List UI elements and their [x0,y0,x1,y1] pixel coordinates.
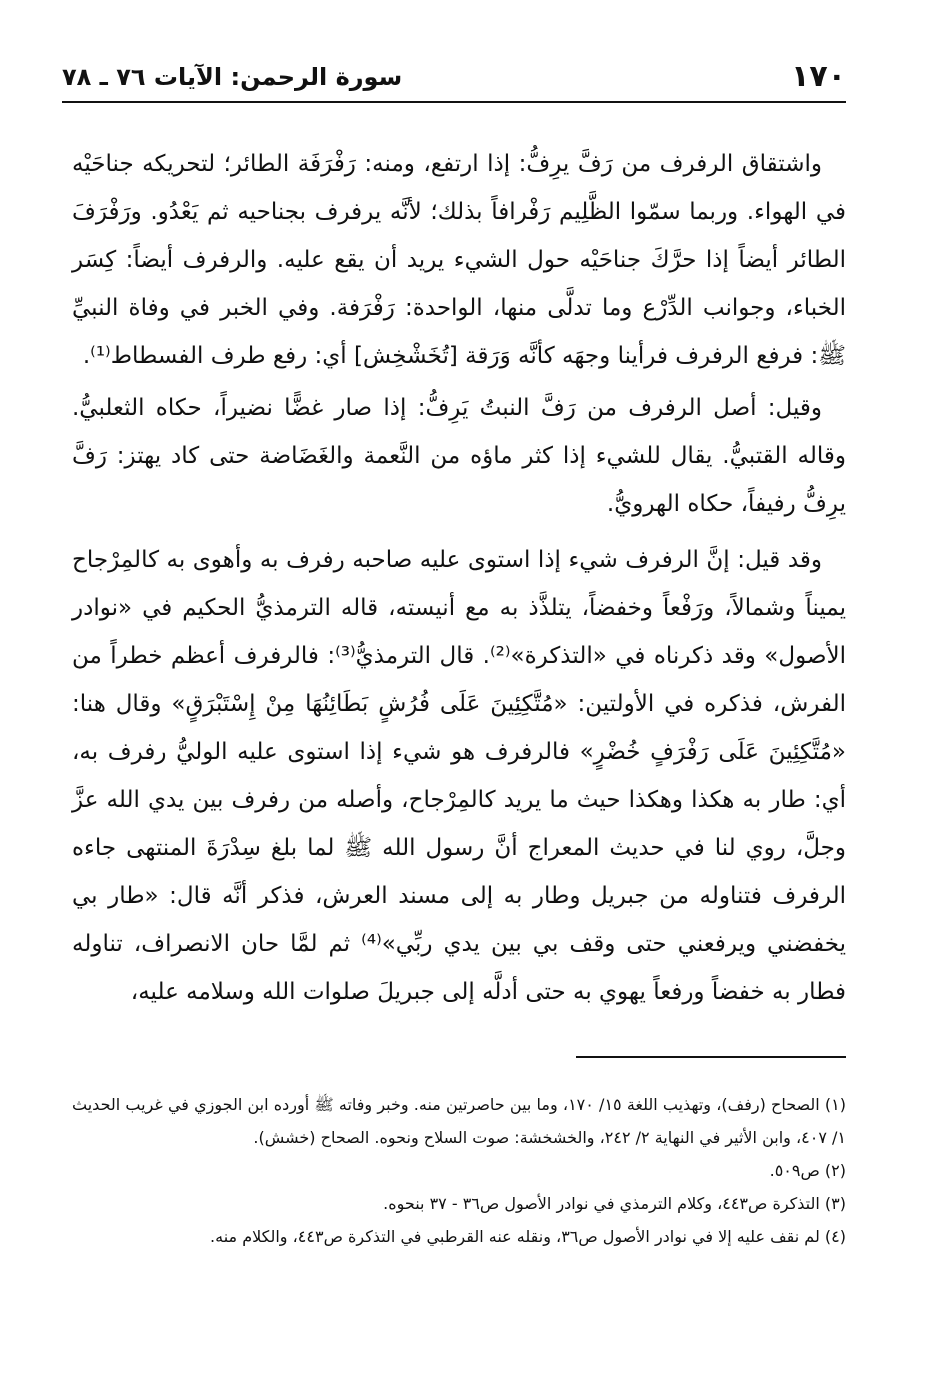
header-rule [62,101,846,103]
paragraph: وقيل: أصل الرفرف من رَفَّ النبتُ يَرِفُّ: إذا صار غضًّا نضيراً، حكاه الثعلبيُّ. وقاله القتبيُّ. يقال للشيء إذا كثر ماؤه من النَّعمة والغَضَاضة حتى كاد يهتز: رَفَّ يرِفُّ رفيفاً، حكاه الهرويُّ. [72,395,846,517]
page-header [62,58,846,94]
paragraph: وقد قيل: إنَّ الرفرف شيء إذا استوى عليه صاحبه رفرف به وأهوى به كالمِرْجاح يميناً وشمالاً، ورَفْعاً وخفضاً، يتلذَّذ به مع أنيسته، قاله الترمذيُّ الحكيم في «نوادر الأصول» وقد ذكرناه في «التذكرة»⁽²⁾. قال الترمذيُّ⁽³⁾: فالرفرف أعظم خطراً من الفرش، فذكره في الأولتين: «مُتَّكِئِينَ عَلَى فُرُشٍ بَطَائِنُهَا مِنْ إِسْتَبْرَقٍ» وقال هنا: «مُتَّكِئِينَ عَلَى رَفْرَفٍ خُضْرٍ» فالرفرف هو شيء إذا استوى عليه الوليُّ رفرف به، أي: طار به هكذا وهكذا حيث ما يريد كالمِرْجاح، وأصله من رفرف بين يدي الله عزَّ وجلَّ، روي لنا في حديث المعراج أنَّ رسول الله ﷺ لما بلغ سِدْرَةَ المنتهى جاءه الرفرف فتناوله من جبريل وطار به إلى مسند العرش، فذكر أنَّه قال: «طار بي يخفضني ويرفعني حتى وقف بي بين يدي ربِّي»⁽⁴⁾ ثم لمَّا حان الانصراف، تناوله فطار به خفضاً ورفعاً يهوي به حتى أدلَّه إلى جبريلَ صلوات الله وسلامه عليه، [72,547,846,1005]
running-title: سورة الرحمن: الآيات ٧٦ ـ ٧٨ [62,63,403,91]
footnotes [72,1088,846,1253]
footnote: (١) الصحاح (رفف)، وتهذيب اللغة ١٥/ ١٧٠، وما بين حاصرتين منه. وخبر وفاته ﷺ أورده ابن الجوزي في غريب الحديث ١/ ٤٠٧، وابن الأثير في النهاية ٢/ ٢٤٢، والخشخشة: صوت السلاح ونحوه. الصحاح (خشش). [72,1095,847,1147]
footnote-separator [576,1056,846,1058]
main-text [72,140,846,1024]
footnote: (٢) ص٥٠٩. [769,1161,846,1180]
footnote: (٤) لم نقف عليه إلا في نوادر الأصول ص٣٦، ونقله عنه القرطبي في التذكرة ص٤٤٣، والكلام منه. [210,1227,846,1246]
page-number: ١٧٠ [791,59,846,94]
paragraph: واشتقاق الرفرف من رَفَّ يرِفُّ: إذا ارتفع، ومنه: رَفْرَفَة الطائر؛ لتحريكه جناحَيْه في الهواء. وربما سمّوا الظَّلِيم رَفْرافاً بذلك؛ لأنَّه يرفرف بجناحيه ثم يَعْدُو. ورَفْرَفَ الطائر أيضاً إذا حرَّكَ جناحَيْه حول الشيء يريد أن يقع عليه. والرفرف أيضاً: كِسَر الخباء، وجوانب الدِّرْع وما تدلَّى منها، الواحدة: رَفْرَفة. وفي الخبر في وفاة النبيِّ ﷺ: فرفع الرفرف فرأينا وجهَه كأنَّه وَرَقة [تُخَشْخِش] أي: رفع طرف الفسطاط⁽¹⁾. [72,151,846,369]
footnote: (٣) التذكرة ص٤٤٣، وكلام الترمذي في نوادر الأصول ص٣٦ - ٣٧ بنحوه. [383,1194,846,1213]
